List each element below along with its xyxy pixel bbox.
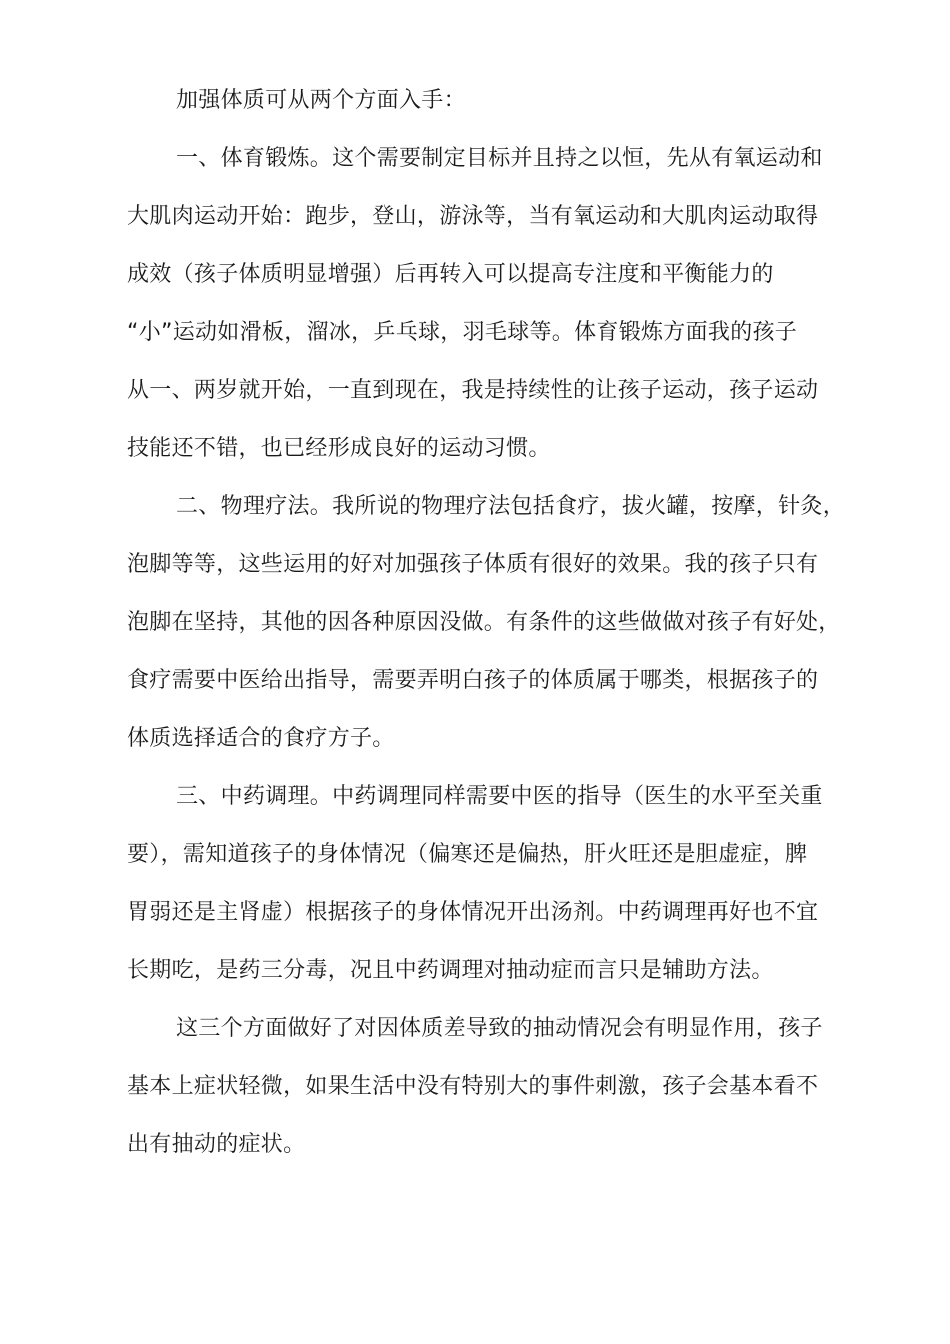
- paragraph-2-line: 泡脚等等，这些运用的好对加强孩子体质有很好的效果。我的孩子只有: [127, 552, 819, 577]
- paragraph-4-line: 这三个方面做好了对因体质差导致的抽动情况会有明显作用，孩子: [176, 1016, 823, 1041]
- paragraph-2-line: 泡脚在坚持，其他的因各种原因没做。有条件的这些做做对孩子有好处，: [127, 610, 841, 635]
- paragraph-2-line: 食疗需要中医给出指导，需要弄明白孩子的体质属于哪类，根据孩子的: [127, 668, 819, 693]
- paragraph-3-line: 胃弱还是主肾虚）根据孩子的身体情况开出汤剂。中药调理再好也不宜: [127, 900, 819, 925]
- paragraph-1-line: 一、体育锻炼。这个需要制定目标并且持之以恒，先从有氧运动和: [176, 146, 823, 171]
- paragraph-1-line: 从一、两岁就开始，一直到现在，我是持续性的让孩子运动，孩子运动: [127, 378, 819, 403]
- paragraph-3-line: 长期吃，是药三分毒，况且中药调理对抽动症而言只是辅助方法。: [127, 958, 774, 983]
- paragraph-2-line: 体质选择适合的食疗方子。: [127, 726, 395, 751]
- paragraph-2-line: 二、物理疗法。我所说的物理疗法包括食疗，拔火罐，按摩，针灸，: [176, 494, 846, 519]
- paragraph-1-line: “小”运动如滑板，溜冰，乒乓球，羽毛球等。体育锻炼方面我的孩子: [127, 320, 798, 345]
- paragraph-1-line: 技能还不错，也已经形成良好的运动习惯。: [127, 436, 551, 461]
- paragraph-1-line: 大肌肉运动开始：跑步，登山，游泳等，当有氧运动和大肌肉运动取得: [127, 204, 819, 229]
- paragraph-3-line: 要），需知道孩子的身体情况（偏寒还是偏热，肝火旺还是胆虚症，脾: [127, 842, 808, 867]
- paragraph-4-line: 基本上症状轻微，如果生活中没有特别大的事件刺激，孩子会基本看不: [127, 1074, 819, 1099]
- paragraph-1-line: 成效（孩子体质明显增强）后再转入可以提高专注度和平衡能力的: [127, 262, 774, 287]
- paragraph-4-line: 出有抽动的症状。: [127, 1132, 306, 1157]
- paragraph-3-line: 三、中药调理。中药调理同样需要中医的指导（医生的水平至关重: [176, 784, 823, 809]
- paragraph-intro-line: 加强体质可从两个方面入手：: [176, 88, 466, 113]
